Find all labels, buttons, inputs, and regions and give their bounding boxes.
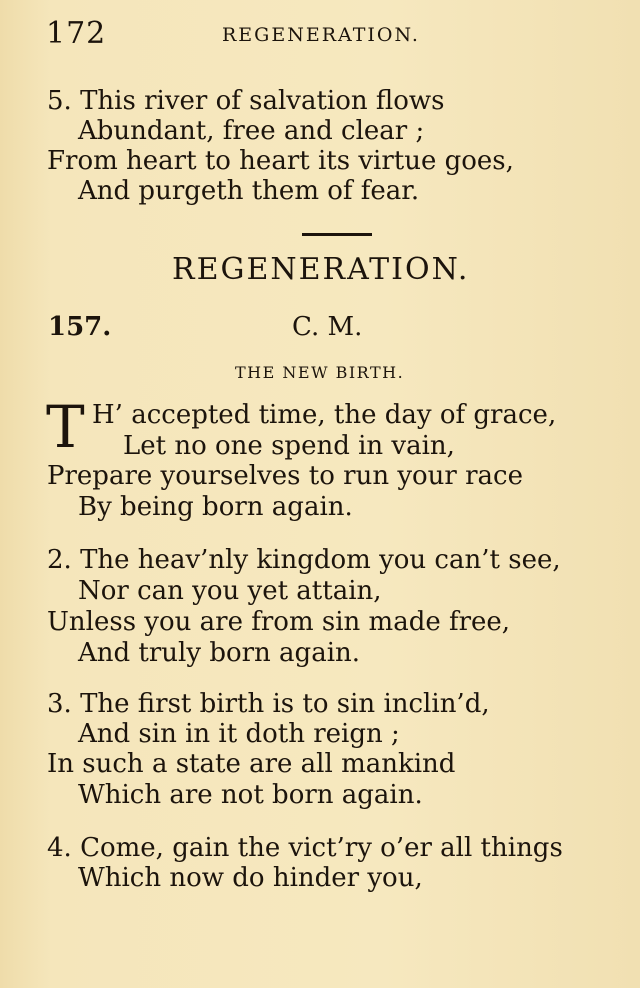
- verse-line: By being born again.: [78, 492, 353, 522]
- hymn-meter: C. M.: [292, 312, 363, 342]
- hymn-number: 157.: [48, 312, 112, 342]
- verse-line: Nor can you yet attain,: [78, 576, 382, 606]
- section-divider: [302, 233, 372, 236]
- verse-line: 4. Come, gain the vict’ry o’er all things: [47, 833, 563, 863]
- hymn-subtitle: THE NEW BIRTH.: [235, 363, 405, 382]
- verse-line: Which are not born again.: [78, 780, 423, 810]
- verse-line: And purgeth them of fear.: [78, 176, 420, 206]
- running-head: [46, 16, 600, 52]
- verse-line: 3. The first birth is to sin inclin’d,: [47, 689, 490, 719]
- verse-line: And sin in it doth reign ;: [78, 719, 400, 749]
- running-title: REGENERATION.: [222, 24, 420, 46]
- page-number: 172: [46, 16, 107, 51]
- drop-cap: T: [46, 393, 85, 461]
- verse-line: And truly born again.: [78, 638, 361, 668]
- verse-line: Prepare yourselves to run your race: [47, 461, 523, 491]
- verse-line: From heart to heart its virtue goes,: [47, 146, 514, 176]
- verse-line: Abundant, free and clear ;: [78, 116, 425, 146]
- verse-line: 2. The heav’nly kingdom you can’t see,: [47, 545, 561, 575]
- verse-line: 5. This river of salvation flows: [47, 86, 445, 116]
- verse-line: Unless you are from sin made free,: [47, 607, 511, 637]
- verse-line: Which now do hinder you,: [78, 863, 423, 893]
- verse-line: Let no one spend in vain,: [123, 431, 455, 461]
- verse-line: H’ accepted time, the day of grace,: [92, 400, 557, 430]
- verse-line: In such a state are all mankind: [47, 749, 456, 779]
- section-title: REGENERATION.: [172, 252, 470, 287]
